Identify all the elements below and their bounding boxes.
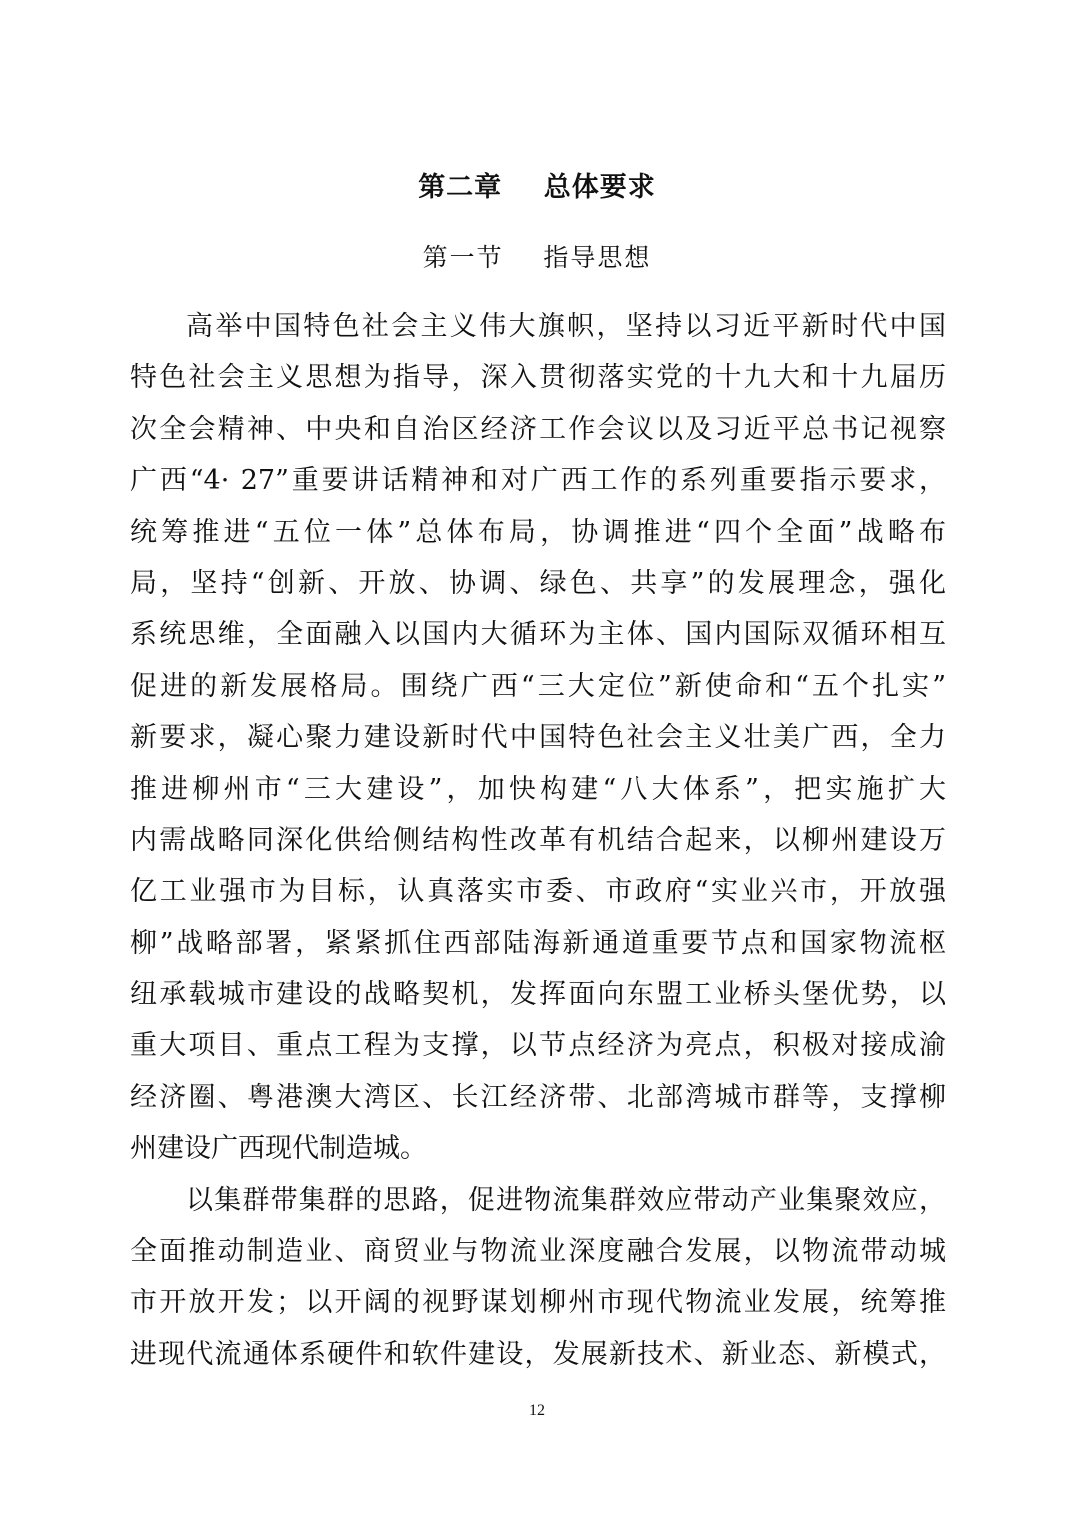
text-line: 州建设广西现代制造城。: [130, 1133, 427, 1165]
chapter-title: 第二章 总体要求: [418, 172, 656, 203]
text-line: 亿工业强市为目标，认真落实市委、市政府“实业兴市，开放强: [130, 876, 946, 908]
text-line: 系统思维，全面融入以国内大循环为主体、国内国际双循环相互: [130, 619, 946, 651]
text-line: 以集群带集群的思路，促进物流集群效应带动产业集聚效应，: [186, 1184, 946, 1216]
paragraph-cluster-strategy: [130, 1180, 946, 1386]
text-line: 进现代流通体系硬件和软件建设，发展新技术、新业态、新模式，: [130, 1338, 946, 1370]
page-number: 12: [529, 1402, 545, 1419]
text-line: 纽承载城市建设的战略契机，发挥面向东盟工业桥头堡优势，以: [130, 979, 946, 1011]
text-line: 特色社会主义思想为指导，深入贯彻落实党的十九大和十九届历: [130, 362, 946, 394]
text-line: 高举中国特色社会主义伟大旗帜，坚持以习近平新时代中国: [186, 311, 946, 342]
text-line: 柳”战略部署，紧紧抓住西部陆海新通道重要节点和国家物流枢: [130, 927, 946, 959]
section-title: 第一节 指导思想: [422, 243, 652, 272]
text-line: 经济圈、粤港澳大湾区、长江经济带、北部湾城市群等，支撑柳: [130, 1081, 946, 1113]
text-line: 广西“4· 27”重要讲话精神和对广西工作的系列重要指示要求，: [130, 465, 946, 497]
body-text: [130, 306, 946, 1385]
text-line: 新要求，凝心聚力建设新时代中国特色社会主义壮美广西，全力: [130, 722, 946, 754]
text-line: 促进的新发展格局。围绕广西“三大定位”新使命和“五个扎实”: [130, 670, 946, 702]
text-line: 重大项目、重点工程为支撑，以节点经济为亮点，积极对接成渝: [130, 1030, 946, 1062]
text-line: 推进柳州市“三大建设”，加快构建“八大体系”，把实施扩大: [130, 773, 946, 805]
text-line: 局，坚持“创新、开放、协调、绿色、共享”的发展理念，强化: [130, 567, 946, 599]
text-line: 全面推动制造业、商贸业与物流业深度融合发展，以物流带动城: [130, 1236, 946, 1268]
text-line: 次全会精神、中央和自治区经济工作会议以及习近平总书记视察: [130, 413, 946, 445]
text-line: 内需战略同深化供给侧结构性改革有机结合起来，以柳州建设万: [130, 824, 946, 856]
text-line: 市开放开发；以开阔的视野谋划柳州市现代物流业发展，统筹推: [130, 1287, 946, 1319]
paragraph-guiding-ideology: [130, 306, 946, 1180]
text-line: 统筹推进“五位一体”总体布局，协调推进“四个全面”战略布: [130, 516, 946, 548]
